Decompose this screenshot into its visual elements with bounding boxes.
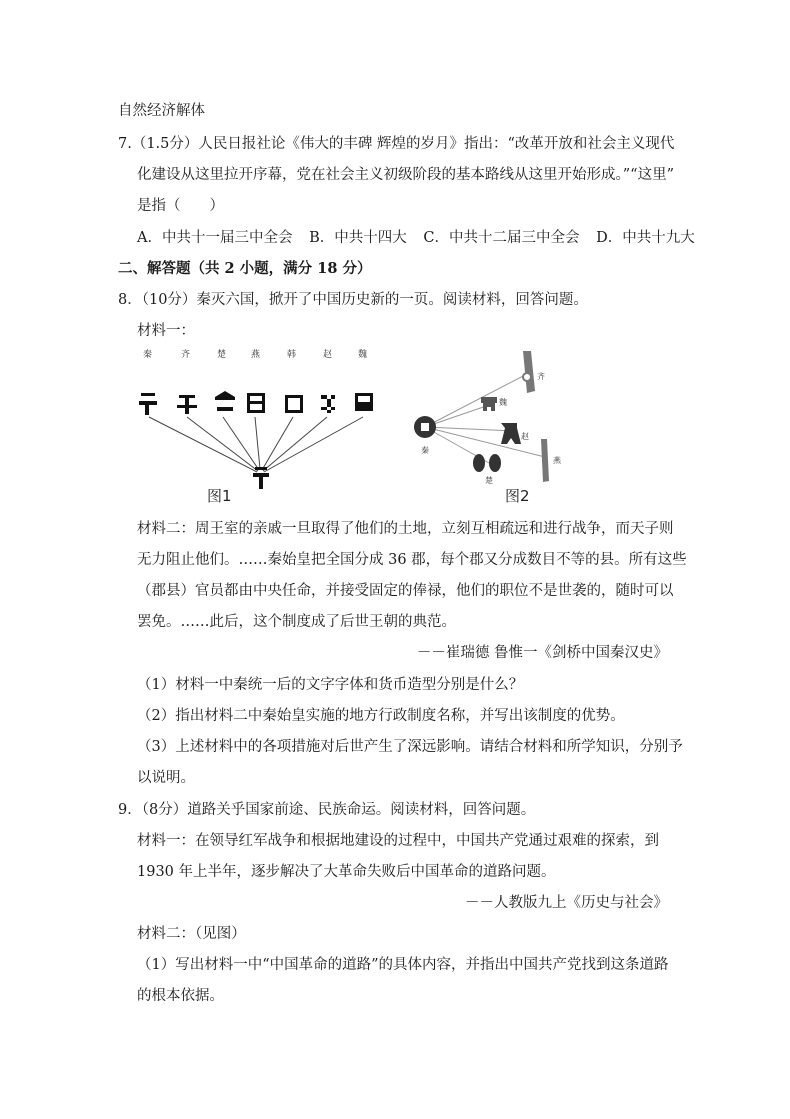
wei-spade-coin [481,397,497,411]
q8-subquestion2: （2）指出材料二中秦始皇实施的地方行政制度名称，并写出该制度的优势。 [137,708,625,724]
fig2-label-zhao: 赵 [521,432,529,441]
fig1-ancient-glyphs [139,391,373,489]
qi-knife-coin [523,351,535,393]
q9-material2-label: 材料二：（见图） [137,926,246,942]
q8-subquestion3-line1: （3）上述材料中的各项措施对后世产生了深远影响。请结合材料和所学知识，分别予 [137,739,683,755]
fig1-state-qin: 秦 [143,350,153,360]
fig1-converging-lines [149,417,363,472]
q8-material1-label: 材料一： [137,323,195,339]
fig1-state-zhao: 赵 [323,350,333,360]
zhao-spade-coin [501,423,521,444]
q8-material2-line3: （郡县）官员都由中央任命，并接受固定的俸禄，他们的职位不是世袭的，随时可以 [137,583,674,599]
q9-material1-line1: 材料一：在领导红军战争和根据地建设的过程中，中国共产党通过艰难的探索，到 [137,833,659,849]
qin-ban-liang-coin [414,416,436,438]
q9-subquestion1-line1: （1）写出材料一中“中国革命的道路”的具体内容，并指出中国共产党找到这条道路 [137,957,669,973]
q7-stem-line2: 化建设从这里拉开序幕，党在社会主义初级阶段的基本路线从这里开始形成。”“这里” [137,167,674,183]
q7-option-d: D．中共十九大 [596,230,695,246]
q8-material2-source: －－崔瑞德 鲁惟一《剑桥中国秦汉史》 [416,645,668,661]
glyph-zhao [321,395,335,413]
glyph-qin [139,393,157,415]
fig2-label-wei: 魏 [499,398,507,407]
q8-subquestion3-line2: 以说明。 [137,770,195,786]
q8-subquestion1: （1）材料一中秦统一后的文字字体和货币造型分别是什么？ [137,677,524,693]
q9-subquestion1-line2: 的根本依据。 [137,988,224,1004]
fig2-caption: 图2 [505,487,530,505]
q7-options [137,228,707,248]
chu-ant-nose-coins [473,454,501,472]
q9-stem: 9．（8分）道路关乎国家前途、民族命运。阅读材料，回答问题。 [118,802,536,818]
fig2-label-qin: 秦 [421,446,429,455]
q7-option-b: B．中共十四大 [309,230,407,246]
fig1-state-qi: 齐 [181,350,191,360]
section2-title: 二、解答题（共 2 小题，满分 18 分） [118,260,372,277]
q7-option-a: A．中共十一届三中全会 [137,230,293,246]
figure2-currency-unification [405,345,585,505]
fig1-caption: 图1 [207,487,232,505]
fig1-state-chu: 楚 [217,350,227,360]
q9-material1-line2: 1930 年上半年，逐步解决了大革命失败后中国革命的道路问题。 [137,864,556,880]
glyph-qi [177,395,197,414]
q8-material2-line1: 材料二：周王室的亲戚一旦取得了他们的土地，立刻互相疏远和进行战争，而天子则 [137,521,674,537]
glyph-yan [247,393,265,413]
q7-option-c: C．中共十二届三中全会 [423,230,580,246]
q8-material2-line2: 无力阻止他们。……秦始皇把全国分成 36 郡，每个郡又分成数目不等的县。所有这些 [137,552,687,568]
fig2-label-qi: 齐 [537,372,545,381]
q7-stem-line1: 7.（1.5分）人民日报社论《伟大的丰碑 辉煌的岁月》指出：“改革开放和社会主义现代 [118,136,675,152]
fig1-state-wei: 魏 [358,350,368,360]
q8-stem: 8．（10分）秦灭六国，掀开了中国历史新的一页。阅读材料，回答问题。 [118,292,588,308]
q6-tail-text: 自然经济解体 [118,103,205,119]
figure1-script-unification [137,345,397,505]
glyph-chu [215,391,235,411]
glyph-han [285,395,303,413]
glyph-wei [355,393,373,411]
fig1-state-yan: 燕 [251,350,261,360]
fig2-label-yan: 燕 [553,456,561,465]
q8-material2-line4: 罢免。……此后，这个制度成了后世王朝的典范。 [137,614,456,630]
fig2-label-chu: 楚 [485,476,493,485]
q7-stem-line3: 是指（ ） [137,198,224,214]
q9-material1-source: －－人教版九上《历史与社会》 [465,895,668,911]
yan-knife-coin [541,439,549,482]
fig1-state-han: 韩 [287,350,297,360]
